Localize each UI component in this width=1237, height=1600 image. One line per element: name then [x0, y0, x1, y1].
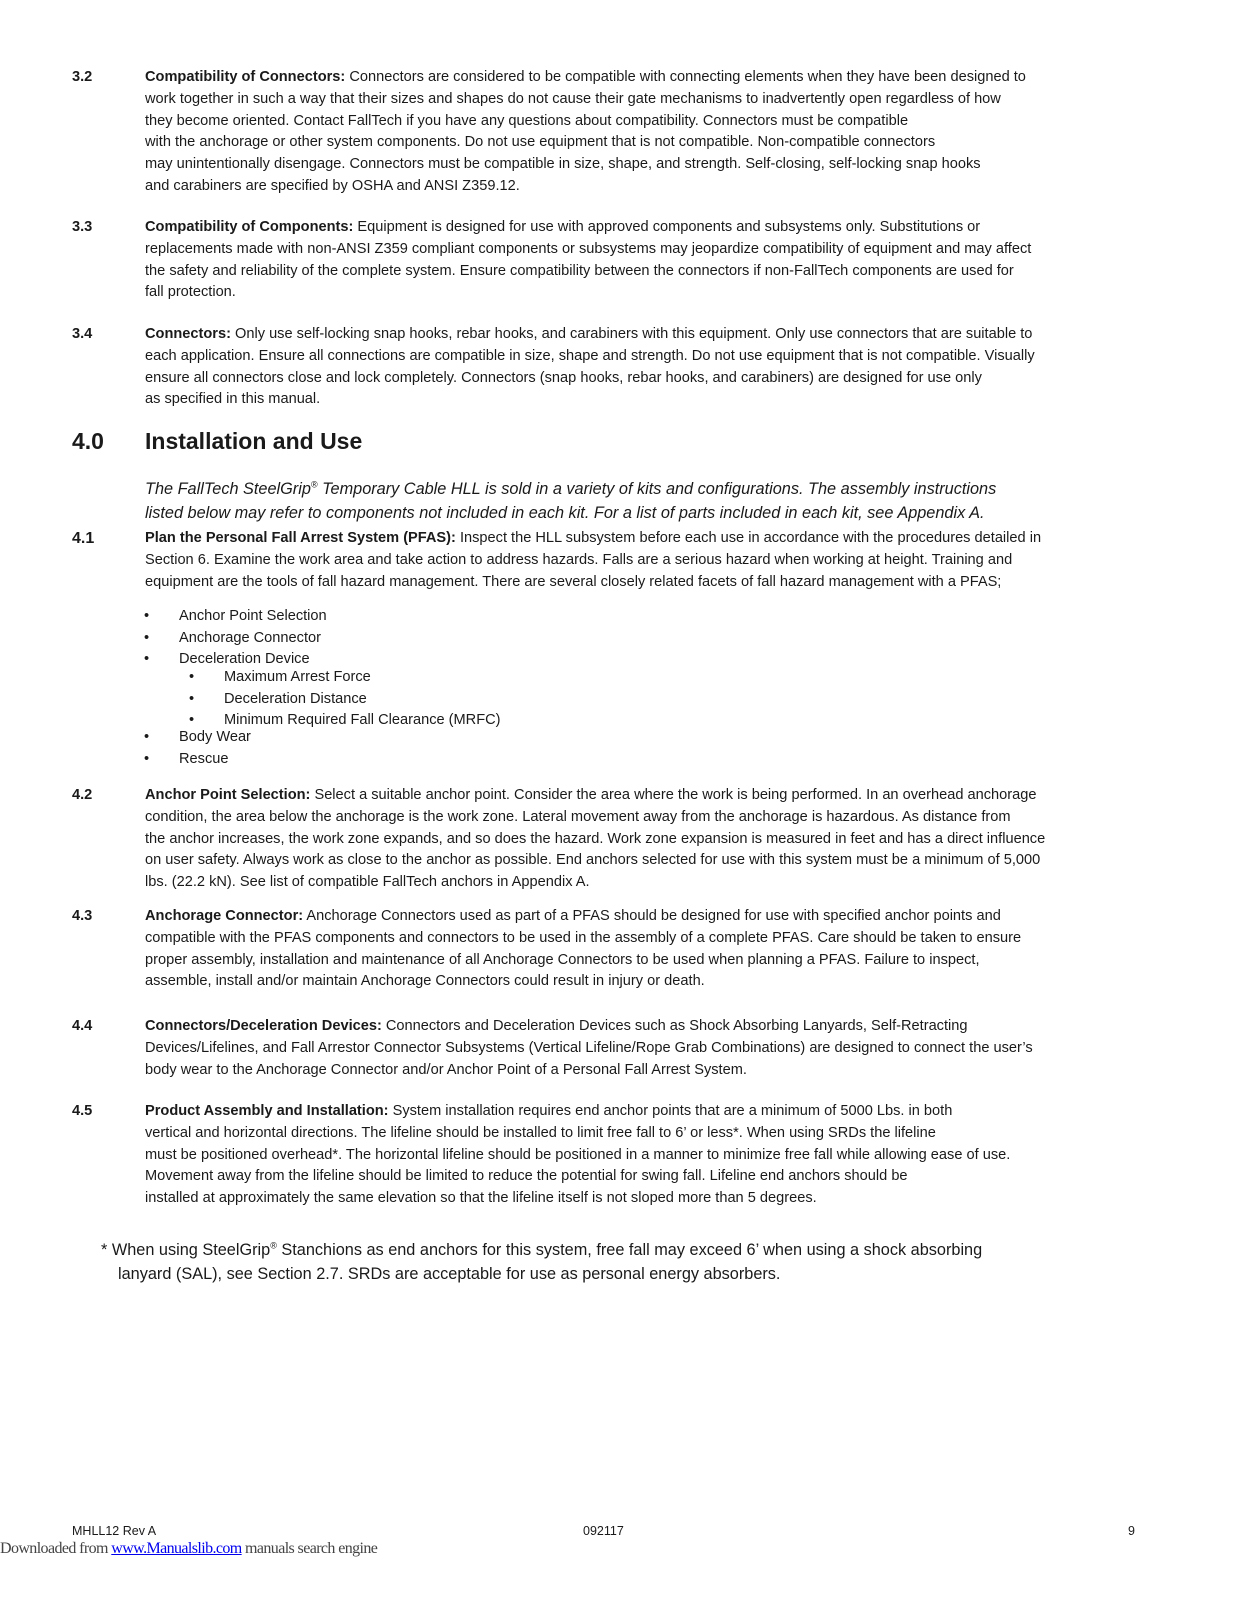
footnote-text: * When using SteelGrip — [101, 1241, 271, 1259]
list-item-text: Rescue — [179, 750, 229, 767]
section-heading: Anchor Point Selection: — [145, 787, 311, 803]
text-line: proper assembly, installation and maintenance of all Anchorage Connectors to be used when planning a PFAS. Failure to inspect, — [145, 951, 980, 968]
text-line: Connectors are considered to be compatible with connecting elements when they have been designed to — [345, 69, 1026, 85]
page-number: 9 — [1128, 1524, 1135, 1538]
text-line: System installation requires end anchor points that are a minimum of 5000 Lbs. in both — [388, 1103, 953, 1119]
text-line: body wear to the Anchorage Connector and/or Anchor Point of a Personal Fall Arrest System. — [145, 1061, 747, 1078]
list-item — [144, 606, 644, 628]
pfas-facets-list-cont — [144, 727, 644, 770]
list-item-text: Anchorage Connector — [179, 629, 321, 646]
text-line: they become oriented. Contact FallTech if you have any questions about compatibility. Connectors must be compatible — [145, 112, 909, 129]
text-line: replacements made with non-ANSI Z359 compliant components or subsystems may jeopardize compatibility of equipment and may affect — [145, 240, 1032, 257]
list-item-text: Anchor Point Selection — [179, 608, 327, 624]
text-line: equipment are the tools of fall hazard management. There are several closely related facets of fall hazard management with a PFAS; — [145, 573, 1002, 590]
text-line: vertical and horizontal directions. The lifeline should be installed to limit free fall to 6’ or less*. When using SRDs the lifeline — [145, 1124, 936, 1141]
text-line: Devices/Lifelines, and Fall Arrestor Connector Subsystems (Vertical Lifeline/Rope Grab Combinations) are designed to connect the user’s — [145, 1039, 1033, 1056]
list-item — [144, 727, 644, 749]
bullet: • — [144, 651, 150, 667]
footnote-text: lanyard (SAL), see Section 2.7. SRDs are acceptable for use as personal energy absorbers. — [118, 1265, 781, 1283]
text-line: the anchor increases, the work zone expands, and so does the hazard. Work zone expansion is measured in feet and has a direct influence — [145, 830, 1046, 847]
section-number: 4.1 — [72, 530, 95, 547]
intro-text: listed below may refer to components not included in each kit. For a list of parts included in each kit, see Appendix A. — [145, 504, 985, 522]
text-line: Movement away from the lifeline should be limited to reduce the potential for swing fall. Lifeline end anchors should be — [145, 1168, 908, 1185]
section-number: 4.4 — [72, 1018, 93, 1034]
text-line: must be positioned overhead*. The horizontal lifeline should be positioned in a manner to minimize free fall while allowing ease of use. — [145, 1146, 1011, 1163]
intro-text: The FallTech SteelGrip — [145, 480, 311, 498]
text-line: condition, the area below the anchorage is the work zone. Lateral movement away from the anchorage is hazardous. As distance from — [145, 808, 1011, 825]
section-number: 4.2 — [72, 787, 93, 803]
text-line: assemble, install and/or maintain Anchorage Connectors could result in injury or death. — [145, 973, 705, 990]
text-line: may unintentionally disengage. Connectors must be compatible in size, shape, and strength. Self-closing, self-locking snap hooks — [145, 156, 981, 173]
bullet: • — [144, 629, 150, 646]
text-line: work together in such a way that their sizes and shapes do not cause their gate mechanisms to inadvertently open regardless of how — [145, 90, 1001, 107]
bullet: • — [144, 608, 150, 624]
bullet: • — [189, 669, 195, 685]
section-heading: Plan the Personal Fall Arrest System (PFAS): — [145, 530, 456, 546]
download-banner — [0, 1540, 377, 1558]
list-item-text: Deceleration Distance — [224, 690, 367, 707]
section-4-4 — [72, 1016, 1164, 1081]
section-heading: Connectors: — [145, 326, 231, 342]
pfas-facets-list — [144, 606, 644, 671]
text-line: on user safety. Always work as close to the anchor as possible. End anchors selected for use with this system must be a minimum of 5,000 — [145, 852, 1041, 869]
section-number: 4.5 — [72, 1103, 93, 1119]
section-title: Installation and Use — [145, 428, 363, 454]
section-3-3 — [72, 217, 1164, 304]
section-heading: Product Assembly and Installation: — [145, 1103, 389, 1119]
bullet: • — [189, 690, 195, 707]
text-line: fall protection. — [145, 284, 236, 301]
section-4-0-intro — [145, 477, 1175, 525]
registered-mark: ® — [310, 479, 318, 490]
section-number: 3.3 — [72, 219, 93, 235]
text-line: installed at approximately the same elevation so that the lifeline itself is not sloped more than 5 degrees. — [145, 1190, 817, 1207]
section-4-0-heading — [72, 428, 362, 455]
bullet: • — [144, 729, 150, 745]
footnote-text: Stanchions as end anchors for this system, free fall may exceed 6’ when using a shock absorbing — [276, 1241, 983, 1259]
text-line: Section 6. Examine the work area and take action to address hazards. Falls are a serious hazard when working at height. Training and — [145, 551, 1013, 568]
text-line: Inspect the HLL subsystem before each use in accordance with the procedures detailed in — [455, 530, 1042, 546]
section-number: 4.3 — [72, 908, 93, 924]
section-heading: Compatibility of Connectors: — [145, 69, 346, 85]
list-item — [189, 667, 689, 689]
section-heading: Compatibility of Components: — [145, 219, 354, 235]
text-line: the safety and reliability of the complete system. Ensure compatibility between the connectors if non-FallTech components are used for — [145, 262, 1014, 279]
section-heading: Anchorage Connector: — [145, 908, 304, 924]
section-4-1 — [72, 528, 1164, 593]
document-id: MHLL12 Rev A — [72, 1524, 157, 1538]
list-item-text: Body Wear — [179, 729, 251, 745]
section-4-2 — [72, 785, 1164, 894]
manualslib-link[interactable]: www.Manualslib.com — [111, 1540, 242, 1557]
section-3-4 — [72, 324, 1164, 411]
bullet: • — [189, 712, 195, 728]
text-line: Select a suitable anchor point. Consider the area where the work is being performed. In an overhead anchorage — [310, 787, 1037, 803]
text-line: and carabiners are specified by OSHA and ANSI Z359.12. — [145, 177, 520, 194]
intro-text: Temporary Cable HLL is sold in a variety of kits and configurations. The assembly instructions — [317, 480, 997, 498]
section-number: 3.4 — [72, 326, 93, 342]
section-number: 3.2 — [72, 69, 93, 85]
date-code: 092117 — [583, 1524, 624, 1538]
text-line: Connectors and Deceleration Devices such as Shock Absorbing Lanyards, Self-Retracting — [381, 1018, 968, 1034]
text-line: as specified in this manual. — [145, 391, 321, 408]
text-line: lbs. (22.2 kN). See list of compatible FallTech anchors in Appendix A. — [145, 874, 590, 891]
section-4-3 — [72, 906, 1164, 993]
list-item — [144, 628, 644, 650]
deceleration-sublist — [189, 667, 689, 732]
text-line: ensure all connectors close and lock completely. Connectors (snap hooks, rebar hooks, and carabiners) are designed for use only — [145, 369, 982, 386]
list-item-text: Deceleration Device — [179, 651, 310, 667]
list-item — [189, 689, 689, 711]
bullet: • — [144, 750, 150, 767]
section-4-5 — [72, 1101, 1164, 1210]
text-line: Only use self-locking snap hooks, rebar hooks, and carabiners with this equipment. Only use connectors that are suitable to — [230, 326, 1033, 342]
registered-mark: ® — [270, 1240, 277, 1251]
list-item — [144, 749, 644, 771]
list-item-text: Minimum Required Fall Clearance (MRFC) — [224, 712, 501, 728]
section-3-2 — [72, 67, 1164, 198]
download-prefix: Downloaded from — [0, 1540, 112, 1557]
text-line: compatible with the PFAS components and connectors to be used in the assembly of a complete PFAS. Care should be taken to ensure — [145, 929, 1022, 946]
text-line: each application. Ensure all connections are compatible in size, shape and strength. Do not use equipment that is not compatible. Visually — [145, 347, 1035, 364]
text-line: with the anchorage or other system components. Do not use equipment that is not compatible. Non-compatible connectors — [145, 134, 936, 151]
list-item-text: Maximum Arrest Force — [224, 669, 371, 685]
footnote — [101, 1238, 1121, 1286]
text-line: Equipment is designed for use with approved components and subsystems only. Substitutions or — [353, 219, 981, 235]
text-line: Anchorage Connectors used as part of a PFAS should be designed for use with specified anchor points and — [303, 908, 1001, 924]
download-suffix: manuals search engine — [241, 1540, 378, 1557]
section-number: 4.0 — [72, 428, 104, 454]
section-heading: Connectors/Deceleration Devices: — [145, 1018, 382, 1034]
